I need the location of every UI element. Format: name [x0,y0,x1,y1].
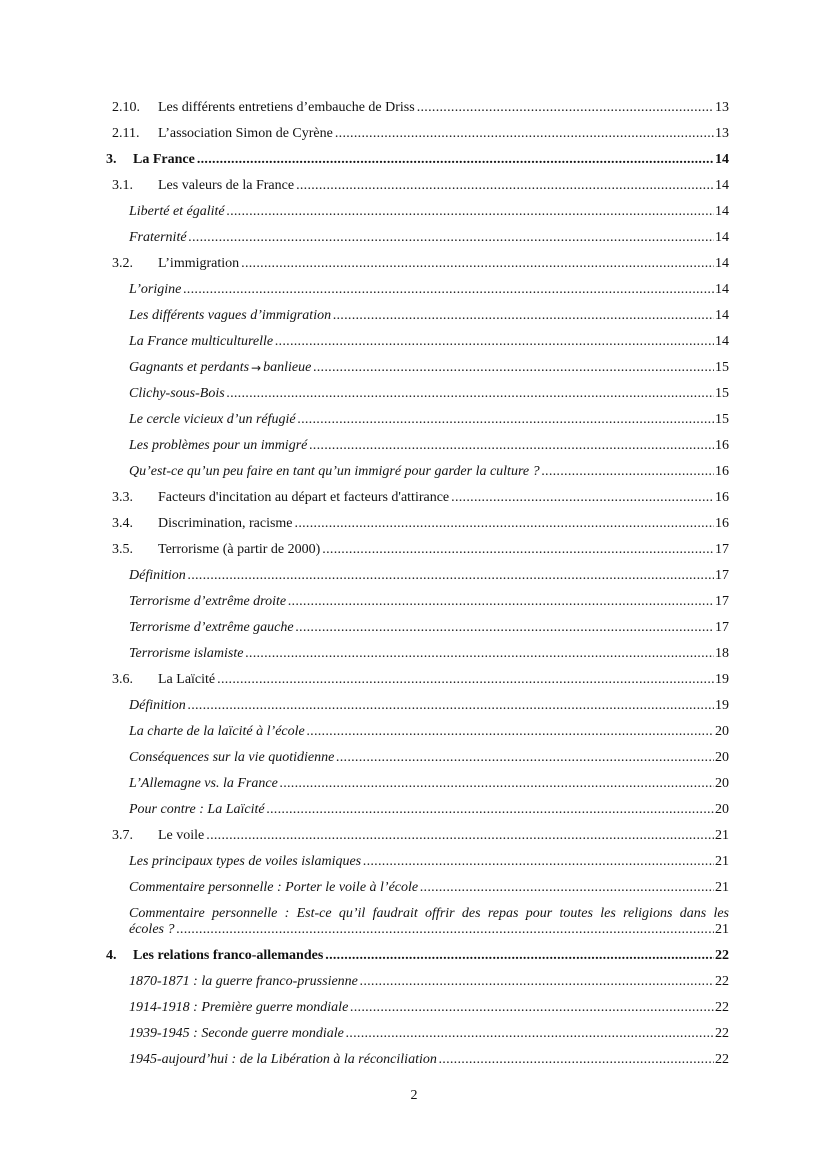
toc-entry[interactable] [102,667,729,693]
toc-entry[interactable] [102,943,729,969]
toc-entry[interactable] [102,251,729,277]
toc-entry[interactable] [102,1047,729,1073]
toc-entry-title: L’immigration [158,256,240,271]
dot-leader [307,724,714,740]
toc-entry-title: La France [133,152,195,167]
toc-entry[interactable] [102,849,729,875]
toc-entry-page: 17 [715,594,729,609]
toc-entry-title: Qu’est-ce qu’un peu faire en tant qu’un immigré pour garder la culture ? [129,464,540,479]
dot-leader [189,230,714,246]
toc-entry-title: Clichy-sous-Bois [129,386,225,401]
toc-entry[interactable] [102,407,729,433]
toc-entry-title: Commentaire personnelle : Porter le voile à l’école [129,880,419,895]
toc-entry-title: Le cercle vicieux d’un réfugié [129,412,296,427]
toc-entry[interactable] [102,969,729,995]
dot-leader [245,646,714,662]
toc-entry-title: Commentaire personnelle : Est-ce qu’il faudrait offrir des repas pour toutes les religions dans les [129,906,729,921]
dot-leader [333,308,714,324]
toc-entry-page: 21 [715,880,729,895]
dot-leader [335,126,714,142]
toc-entry-page: 16 [715,490,729,505]
toc-entry-page: 22 [715,1052,729,1067]
dot-leader [183,282,714,298]
toc-entry-page: 19 [715,672,729,687]
toc-entry-title: L’origine [129,282,182,297]
toc-entry-title: La Laïcité [158,672,216,687]
toc-entry-page: 22 [715,1026,729,1041]
toc-entry-page: 15 [715,386,729,401]
toc-entry-page: 13 [715,126,729,141]
dot-leader [322,542,714,558]
toc-entry[interactable] [102,121,729,147]
toc-entry-page: 20 [715,776,729,791]
toc-entry-page: 14 [715,308,729,323]
toc-entry-number: 3.6. [112,672,133,687]
toc-entry-number: 3.2. [112,256,133,271]
dot-leader [309,438,714,454]
toc-entry-title: Facteurs d'incitation au départ et facteurs d'attirance [158,490,450,505]
dot-leader [325,948,714,964]
toc-entry-title: 1939-1945 : Seconde guerre mondiale [129,1026,344,1041]
table-of-contents [102,95,729,1073]
dot-leader [417,100,714,116]
dot-leader [188,698,714,714]
dot-leader [241,256,714,272]
toc-entry-page: 13 [715,100,729,115]
toc-entry-page: 14 [715,334,729,349]
toc-entry[interactable] [102,719,729,745]
toc-entry-page: 16 [715,438,729,453]
dot-leader [451,490,714,506]
toc-entry[interactable] [102,225,729,251]
toc-entry[interactable] [102,797,729,823]
toc-entry-title: Les différents vagues d’immigration [129,308,332,323]
toc-entry-page: 16 [715,464,729,479]
toc-entry-title: 1914-1918 : Première guerre mondiale [129,1000,349,1015]
toc-entry-title: Terrorisme d’extrême gauche [129,620,294,635]
toc-entry-page: 14 [715,282,729,297]
toc-entry[interactable] [102,771,729,797]
toc-entry[interactable] [102,147,729,173]
toc-entry-page: 14 [715,256,729,271]
dot-leader [363,854,714,870]
dot-leader [336,750,714,766]
toc-entry-page: 19 [715,698,729,713]
toc-entry[interactable] [102,537,729,563]
toc-entry-title: Liberté et égalité [129,204,225,219]
toc-entry[interactable] [102,875,729,901]
toc-entry-page: 15 [715,360,729,375]
toc-entry-number: 3.7. [112,828,133,843]
dot-leader [296,620,714,636]
dot-leader [176,922,714,938]
dot-leader [313,360,714,376]
toc-entry-page: 21 [715,922,729,937]
dot-leader [346,1026,714,1042]
toc-entry[interactable] [102,381,729,407]
toc-entry[interactable] [102,589,729,615]
toc-entry[interactable] [102,433,729,459]
toc-entry[interactable] [102,823,729,849]
toc-entry-title: Les principaux types de voiles islamiques [129,854,362,869]
toc-entry-number: 2.11. [112,126,140,141]
toc-entry-title: Les problèmes pour un immigré [129,438,308,453]
toc-entry-title: La France multiculturelle [129,334,274,349]
dot-leader [420,880,714,896]
toc-entry-title: Terrorisme d’extrême droite [129,594,287,609]
toc-entry-title: Conséquences sur la vie quotidienne [129,750,335,765]
toc-entry[interactable] [102,95,729,121]
toc-entry[interactable] [102,745,729,771]
toc-entry-title: L’Allemagne vs. la France [129,776,278,791]
toc-entry-title: Fraternité [129,230,187,245]
dot-leader [217,672,714,688]
dot-leader [197,152,714,168]
toc-entry-page: 22 [715,974,729,989]
dot-leader [439,1052,714,1068]
toc-entry-number: 3.4. [112,516,133,531]
toc-entry-number: 3.5. [112,542,133,557]
toc-entry-number: 2.10. [112,100,140,115]
dot-leader [267,802,714,818]
toc-entry-page: 14 [715,204,729,219]
toc-entry-title: Les différents entretiens d’embauche de Driss [158,100,415,115]
toc-entry[interactable] [102,173,729,199]
toc-entry-page: 21 [715,828,729,843]
toc-entry-title: 1870-1871 : la guerre franco-prussienne [129,974,358,989]
toc-entry-title-suffix: banlieue [263,360,312,375]
toc-entry[interactable] [102,199,729,225]
toc-entry-page: 22 [715,948,729,963]
dot-leader [542,464,714,480]
page-number: 2 [410,1088,418,1103]
toc-entry-title-continued: écoles ? [129,922,175,937]
dot-leader [227,204,714,220]
toc-entry-title: Gagnants et perdants [129,360,250,375]
toc-entry[interactable] [102,901,729,943]
toc-entry-page: 20 [715,750,729,765]
toc-entry-number: 3.1. [112,178,133,193]
toc-entry-number: 4. [106,948,117,963]
dot-leader [296,178,714,194]
toc-entry-title: L’association Simon de Cyrène [158,126,333,141]
toc-entry-title: Terrorisme (à partir de 2000) [158,542,321,557]
toc-entry-title: Terrorisme islamiste [129,646,244,661]
toc-entry-page: 17 [715,568,729,583]
toc-entry-page: 14 [715,178,729,193]
dot-leader [188,568,714,584]
toc-entry-title: Discrimination, racisme [158,516,293,531]
toc-entry-title: 1945-aujourd’hui : de la Libération à la réconciliation [129,1052,437,1067]
toc-entry-page: 18 [715,646,729,661]
toc-entry[interactable] [102,1021,729,1047]
dot-leader [206,828,714,844]
toc-entry-page: 17 [715,620,729,635]
toc-entry-page: 14 [715,230,729,245]
toc-entry-title: Définition [129,698,186,713]
toc-entry-page: 21 [715,854,729,869]
toc-entry-page: 22 [715,1000,729,1015]
toc-entry[interactable] [102,693,729,719]
toc-entry-number: 3. [106,152,117,167]
toc-entry[interactable] [102,277,729,303]
toc-entry[interactable] [102,511,729,537]
toc-entry[interactable] [102,303,729,329]
toc-entry[interactable] [102,329,729,355]
arrow-right-icon: → [251,361,262,375]
toc-entry-page: 20 [715,724,729,739]
dot-leader [295,516,714,532]
dot-leader [288,594,714,610]
toc-entry-title: La charte de la laïcité à l’école [129,724,305,739]
toc-entry-page: 16 [715,516,729,531]
toc-entry-page: 17 [715,542,729,557]
dot-leader [227,386,714,402]
toc-entry[interactable] [102,563,729,589]
dot-leader [298,412,714,428]
dot-leader [280,776,714,792]
toc-entry-title: Les relations franco-allemandes [133,948,324,963]
toc-entry-page: 14 [715,152,729,167]
toc-entry[interactable] [102,641,729,667]
toc-entry[interactable] [102,459,729,485]
toc-entry-page: 15 [715,412,729,427]
toc-entry-title: Les valeurs de la France [158,178,295,193]
toc-entry-title: Définition [129,568,186,583]
toc-entry[interactable] [102,485,729,511]
toc-entry-number: 3.3. [112,490,133,505]
toc-entry-title: Le voile [158,828,205,843]
dot-leader [350,1000,714,1016]
toc-entry[interactable] [102,615,729,641]
toc-entry[interactable] [102,355,729,381]
toc-entry-title: Pour contre : La Laïcité [129,802,265,817]
toc-entry[interactable] [102,995,729,1021]
toc-entry-page: 20 [715,802,729,817]
dot-leader [275,334,714,350]
dot-leader [360,974,714,990]
